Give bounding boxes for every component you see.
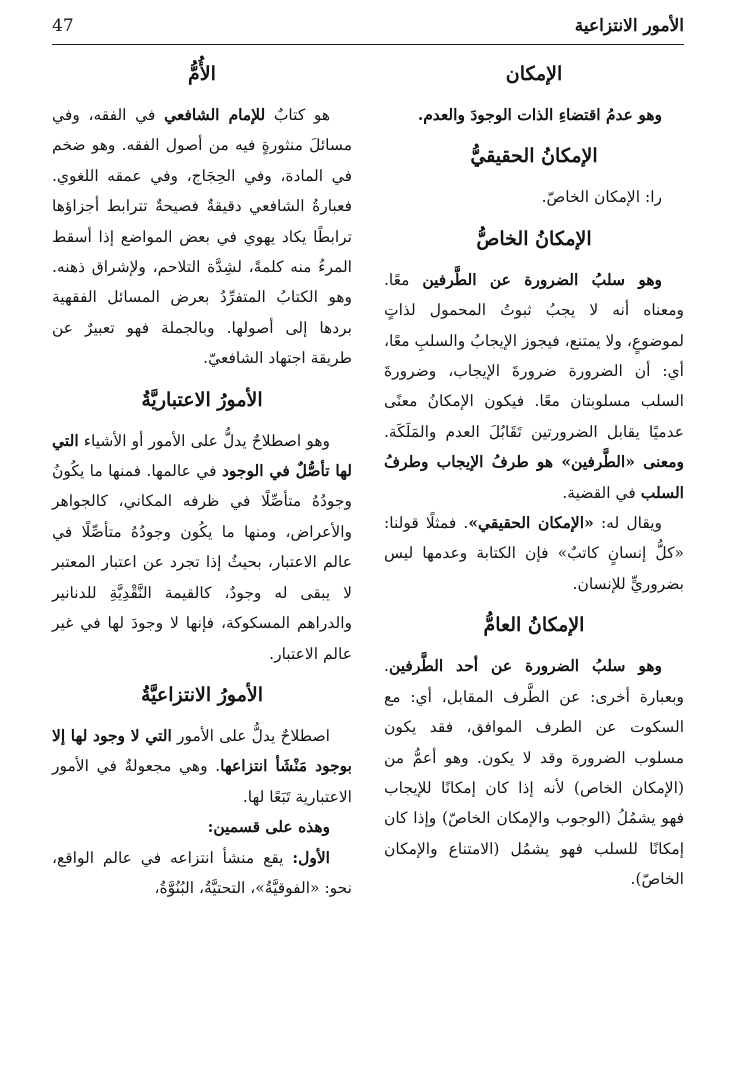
paragraph-imkan-khass-2	[384, 508, 684, 599]
paragraph-imkan-amm	[384, 651, 684, 894]
text-run: ويقال له:	[593, 514, 663, 533]
bold-phrase: ومعنى «الطَّرفين» هو طرفُ الإيجاب وطرفُ السلب	[384, 452, 684, 502]
heading-imkan-khass: الإمكانُ الخاصُّ	[476, 227, 592, 250]
heading-intizaiyya: الأمورُ الانتزاعيَّةُ	[140, 683, 264, 706]
paragraph-imkan-khass-1	[384, 265, 684, 508]
text-run: اصطلاحٌ يدلُّ على الأمور	[171, 726, 330, 745]
page-number: 47	[52, 16, 74, 36]
paragraph-first-type	[52, 843, 352, 904]
paragraph-division	[52, 812, 352, 842]
text-run: . فمثلًا قولنا: «كلُّ إنسانٍ كاتبٌ» فإن الكتابة وعدمها ليس بضروريٍّ للإنسان.	[384, 514, 684, 593]
text-run: وهو اصطلاحٌ يدلُّ على الأمور أو الأشياء	[78, 431, 330, 450]
left-column	[52, 58, 352, 903]
text-run: في القضية.	[562, 483, 641, 502]
bold-phrase: التي لا وجود لها إلا بوجود مَنْشَأ انتزاعها	[52, 725, 352, 776]
paragraph-umm	[52, 100, 352, 374]
text-run: معًا. ومعناه أنه لا يجبُ ثبوتُ المحمول لذاتٍ لموضوعٍ، ولا يمتنع، فيجوز الإيجابُ والسلبِ معًا، أي: أن الضرورة ضرورةَ الإيجاب، وضرورةَ السلب مسلوبتان معًا. فيكون الإمكانُ معنًى عدميًا يقابل الضرورتين تَقَابُلَ العدم والمَلَكَة.	[384, 270, 684, 441]
bold-phrase: التي لها تأصُّلٌ في الوجود	[52, 430, 352, 481]
heading-itibariyya: الأمورُ الاعتباريَّةُ	[141, 388, 263, 411]
text-run: . وبعبارة أخرى: عن الطَّرف المقابل، أي: مع السكوت عن الطرف الموافق، فقد يكون مسلوب الضرورة وقد لا يكون. وهو أعمُّ من (الإمكان الخاص) لأنه إذا كان إمكانًا للإيجاب فهو يشمُلُ (الوجوب والإمكان الخاصّ) وإذا كان إمكانًا للسلب فهو يشمُل (الامتناع والإمكان الخاصّ).	[384, 657, 684, 889]
text-run: يقع منشأ انتزاعه في عالم الواقع، نحو: «الفوقيَّةُ»، التحتيَّةُ، البُنُوَّةُ،	[52, 848, 352, 897]
bold-phrase: وهو سلبُ الضرورة عن الطَّرفين	[422, 269, 663, 289]
definition-imkan: وهو عدمُ اقتضاءِ الذات الوجودَ والعدم.	[417, 105, 662, 124]
heading-imkan-amm: الإمكانُ العامُّ	[483, 614, 585, 637]
text-run: هو كتابٌ	[265, 106, 331, 124]
bold-phrase: للإمام الشافعي	[164, 105, 266, 124]
paragraph-itibariyya	[52, 426, 352, 669]
heading-imkan: الإمكان	[505, 63, 563, 85]
heading-imkan-haqiqi: الإمكانُ الحقيقيُّ	[470, 145, 598, 168]
paragraph-intizaiyya	[52, 721, 352, 812]
page-header	[52, 14, 684, 45]
heading-umm: الأُمُّ	[188, 63, 216, 85]
text-run: في عالمها. فمنها ما يكُونُ وجودُهُ متأصِّلًا في ظرفه المكاني، كالجواهر والأعراض، ومنها ما يكُون وجودُهُ متأصِّلًا في عالم الاعتبار، بحيثُ إذا تجرد عن اعتبار المعتبر لا يبقى له وجودٌ، كالقيمة النَّقْدِيَّةِ للدنانير والدراهم المسكوكة، فإنها لا وجودَ لها في غير عالم الاعتبار.	[52, 462, 352, 663]
paragraph-imkan-haqiqi: را: الإمكان الخاصّ.	[541, 188, 662, 207]
text-run: في الفقه، وفي مسائلَ منثورةٍ فيه من أصول الفقه. وهو ضخم في المادة، وفي الحِجَاج، وفي عمقه اللغوي. فعبارةُ الشافعي دقيقةٌ فصيحةٌ تترابط أجزاؤها ترابطًا يكاد يهوي في بعض المواضع إذا أسقط المرءُ منه كلمةً، لشِدَّة التلاحم، ولإشراق ذهنه. وهو الكتابُ المتفرِّدُ بعرض المسائل الفقهية بردها إلى أصولها. وبالجملة فهو تعبيرٌ عن طريقة اجتهاد الشافعيّ.	[52, 106, 352, 368]
bold-phrase: وهذه على قسمين:	[207, 817, 330, 837]
bold-phrase: وهو سلبُ الضرورة عن أحد الطَّرفين	[388, 656, 662, 676]
running-title: الأمور الانتزاعية	[574, 16, 684, 36]
paragraph-imkan	[384, 100, 684, 130]
right-column	[384, 58, 684, 895]
bold-phrase: «الإمكان الحقيقي»	[468, 513, 594, 533]
text-run: . وهي مجعولةٌ في الأمور الاعتبارية تَبَعًا لها.	[52, 757, 352, 806]
bold-phrase: الأول:	[292, 847, 330, 867]
